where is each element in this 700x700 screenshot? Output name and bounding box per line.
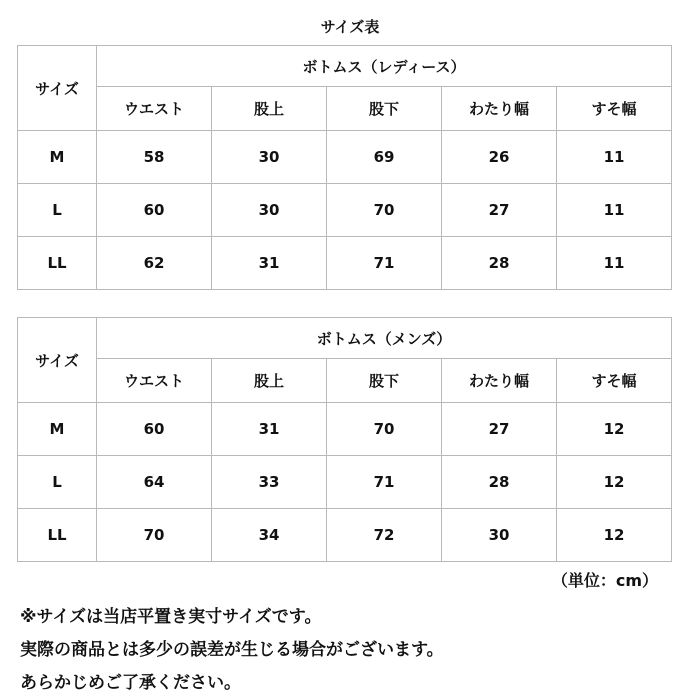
value-cell: 27 (442, 184, 557, 237)
table-row (18, 456, 672, 509)
value-cell: 30 (442, 509, 557, 562)
note-line: あらかじめご了承ください。 (20, 673, 241, 693)
column-header-inseam: 股下 (327, 87, 442, 131)
value-cell: 69 (327, 131, 442, 184)
page-title: サイズ表 (320, 18, 380, 36)
unit-note: （単位：cm） (551, 571, 658, 590)
value-cell: 70 (97, 509, 212, 562)
value-cell: 31 (212, 403, 327, 456)
notes (20, 601, 444, 700)
value-cell: 70 (327, 403, 442, 456)
column-header-waist: ウエスト (97, 359, 212, 403)
column-header-rise: 股上 (212, 87, 327, 131)
size-cell: L (18, 184, 97, 237)
size-cell: M (18, 131, 97, 184)
table-row (18, 237, 672, 290)
value-cell: 28 (442, 237, 557, 290)
value-cell: 33 (212, 456, 327, 509)
column-header-hem-width: すそ幅 (557, 359, 672, 403)
table-row (18, 509, 672, 562)
value-cell: 71 (327, 237, 442, 290)
column-header-thigh-width: わたり幅 (442, 359, 557, 403)
column-header-thigh-width: わたり幅 (442, 87, 557, 131)
value-cell: 27 (442, 403, 557, 456)
value-cell: 11 (557, 184, 672, 237)
table-row (18, 184, 672, 237)
table-row (18, 131, 672, 184)
value-cell: 11 (557, 131, 672, 184)
size-cell: M (18, 403, 97, 456)
value-cell: 12 (557, 509, 672, 562)
size-header: サイズ (18, 46, 97, 131)
value-cell: 12 (557, 456, 672, 509)
value-cell: 30 (212, 184, 327, 237)
value-cell: 28 (442, 456, 557, 509)
note-line: ※サイズは当店平置き実寸サイズです。 (20, 607, 322, 627)
note-line: 実際の商品とは多少の誤差が生じる場合がございます。 (20, 640, 444, 660)
size-cell: LL (18, 237, 97, 290)
column-header-waist: ウエスト (97, 87, 212, 131)
value-cell: 70 (327, 184, 442, 237)
group-header: ボトムス（メンズ） (97, 318, 672, 359)
size-cell: L (18, 456, 97, 509)
size-table-ladies (17, 45, 672, 290)
value-cell: 60 (97, 403, 212, 456)
value-cell: 71 (327, 456, 442, 509)
column-header-rise: 股上 (212, 359, 327, 403)
size-header: サイズ (18, 318, 97, 403)
column-header-hem-width: すそ幅 (557, 87, 672, 131)
value-cell: 12 (557, 403, 672, 456)
value-cell: 26 (442, 131, 557, 184)
size-cell: LL (18, 509, 97, 562)
table-row (18, 403, 672, 456)
value-cell: 64 (97, 456, 212, 509)
value-cell: 31 (212, 237, 327, 290)
value-cell: 58 (97, 131, 212, 184)
size-table-mens (17, 317, 672, 562)
value-cell: 30 (212, 131, 327, 184)
value-cell: 11 (557, 237, 672, 290)
value-cell: 72 (327, 509, 442, 562)
group-header: ボトムス（レディース） (97, 46, 672, 87)
value-cell: 62 (97, 237, 212, 290)
column-header-inseam: 股下 (327, 359, 442, 403)
value-cell: 34 (212, 509, 327, 562)
value-cell: 60 (97, 184, 212, 237)
